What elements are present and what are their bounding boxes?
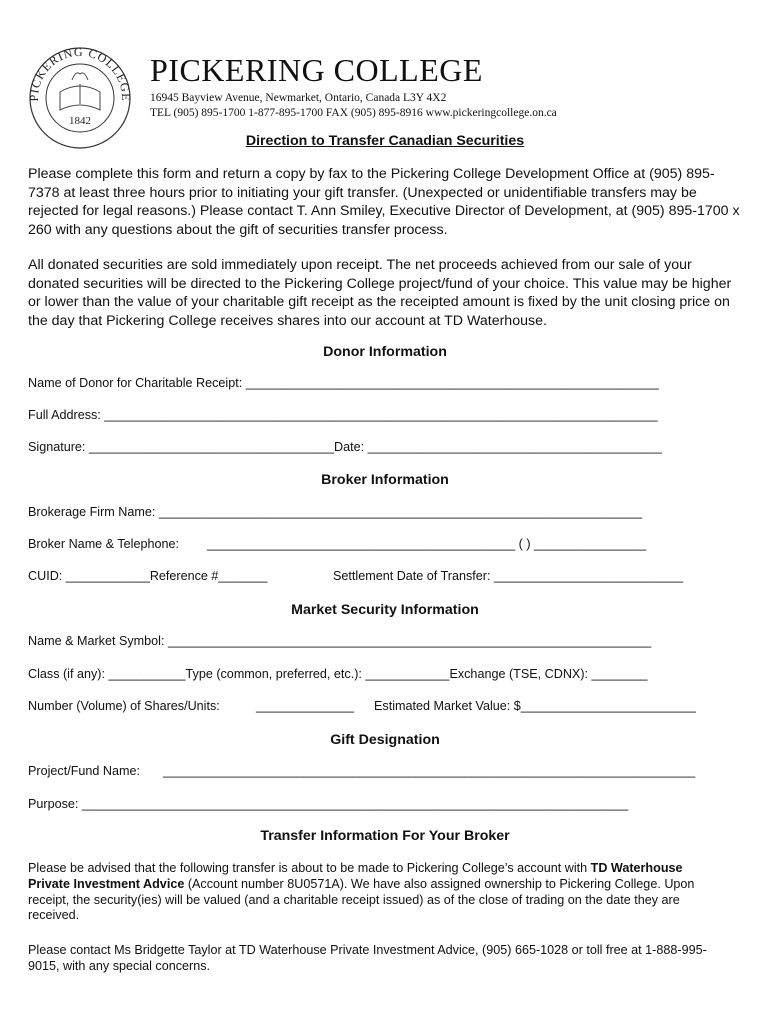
transfer-paragraph-1: Please be advised that the following transfer is about to be made to Pickering College’s account with TD Waterhouse Private Investment Advice (Account number 8U0571A). We have also assigned ownership to Pickering College. Upon receipt, the security(ies) will be valued (and a charitable receipt issued) as of the close of trading on the date they are received. bbox=[28, 861, 695, 923]
donor-heading: Donor Information bbox=[323, 344, 447, 360]
class-type-exchange-field[interactable]: Class (if any): ___________Type (common, preferred, etc.): ____________Exchange (TSE, CDNX): ________ bbox=[28, 667, 648, 681]
form-title: Direction to Transfer Canadian Securities bbox=[245, 133, 525, 149]
settlement-date-field[interactable]: Settlement Date of Transfer: ___________________________ bbox=[333, 569, 684, 583]
transfer-paragraph-2: Please contact Ms Bridgette Taylor at TD Waterhouse Private Investment Advice, (905) 665-1028 or toll free at 1-888-995-9015, with any special concerns. bbox=[28, 943, 707, 973]
market-heading: Market Security Information bbox=[291, 602, 479, 618]
college-address: 16945 Bayview Avenue, Newmarket, Ontario, Canada L3Y 4X2 bbox=[150, 92, 447, 104]
market-value-field[interactable]: Estimated Market Value: $_________________________ bbox=[374, 699, 696, 713]
svg-text:1842: 1842 bbox=[69, 115, 91, 127]
transfer-heading: Transfer Information For Your Broker bbox=[260, 828, 510, 844]
shares-field[interactable]: ______________ bbox=[256, 699, 355, 713]
college-contact: TEL (905) 895-1700 1-877-895-1700 FAX (905) 895-8916 www.pickeringcollege.on.ca bbox=[150, 107, 557, 119]
donor-signature-date-field[interactable]: Signature: ___________________________________Date: __________________________________________ bbox=[28, 440, 662, 454]
purpose-field[interactable]: Purpose: ______________________________________________________________________________ bbox=[28, 797, 629, 811]
project-fund-label: Project/Fund Name: bbox=[28, 764, 140, 778]
gift-heading: Gift Designation bbox=[330, 732, 440, 748]
donor-address-field[interactable]: Full Address: _______________________________________________________________________________ bbox=[28, 408, 658, 422]
svg-text:PICKERING COLLEGE: PICKERING COLLEGE bbox=[26, 44, 134, 102]
broker-name-phone-field[interactable]: ____________________________________________ ( ) ________________ bbox=[207, 537, 647, 551]
broker-name-label: Broker Name & Telephone: bbox=[28, 537, 179, 551]
brokerage-firm-field[interactable]: Brokerage Firm Name: _____________________________________________________________________ bbox=[28, 505, 643, 519]
intro-paragraph-1: Please complete this form and return a copy by fax to the Pickering College Development Office at (905) 895-7378 at least three hours prior to initiating your gift transfer. (Unexpected or unidentifiable transfers may be rejected for legal reasons.) Please contact T. Ann Smiley, Executive Director of Development, at (905) 895-1700 x 260 with any questions about the gift of securities transfer process. bbox=[28, 166, 740, 239]
donor-name-field[interactable]: Name of Donor for Charitable Receipt: ___________________________________________________________ bbox=[28, 376, 659, 390]
intro-paragraph-2: All donated securities are sold immediately upon receipt. The net proceeds achieved from our sale of your donated securities will be directed to the Pickering College project/fund of your choice. This value may be higher or lower than the value of your charitable gift receipt as the receipted amount is fixed by the unit closing price on the day that Pickering College receives shares into our account at TD Waterhouse. bbox=[28, 257, 732, 330]
broker-heading: Broker Information bbox=[321, 472, 449, 488]
project-fund-field[interactable]: ____________________________________________________________________________ bbox=[163, 764, 696, 778]
shares-label: Number (Volume) of Shares/Units: bbox=[28, 699, 220, 713]
cuid-reference-field[interactable]: CUID: ____________Reference #_______ bbox=[28, 569, 268, 583]
college-name: PICKERING COLLEGE bbox=[150, 52, 483, 88]
market-symbol-field[interactable]: Name & Market Symbol: _____________________________________________________________________ bbox=[28, 634, 652, 648]
